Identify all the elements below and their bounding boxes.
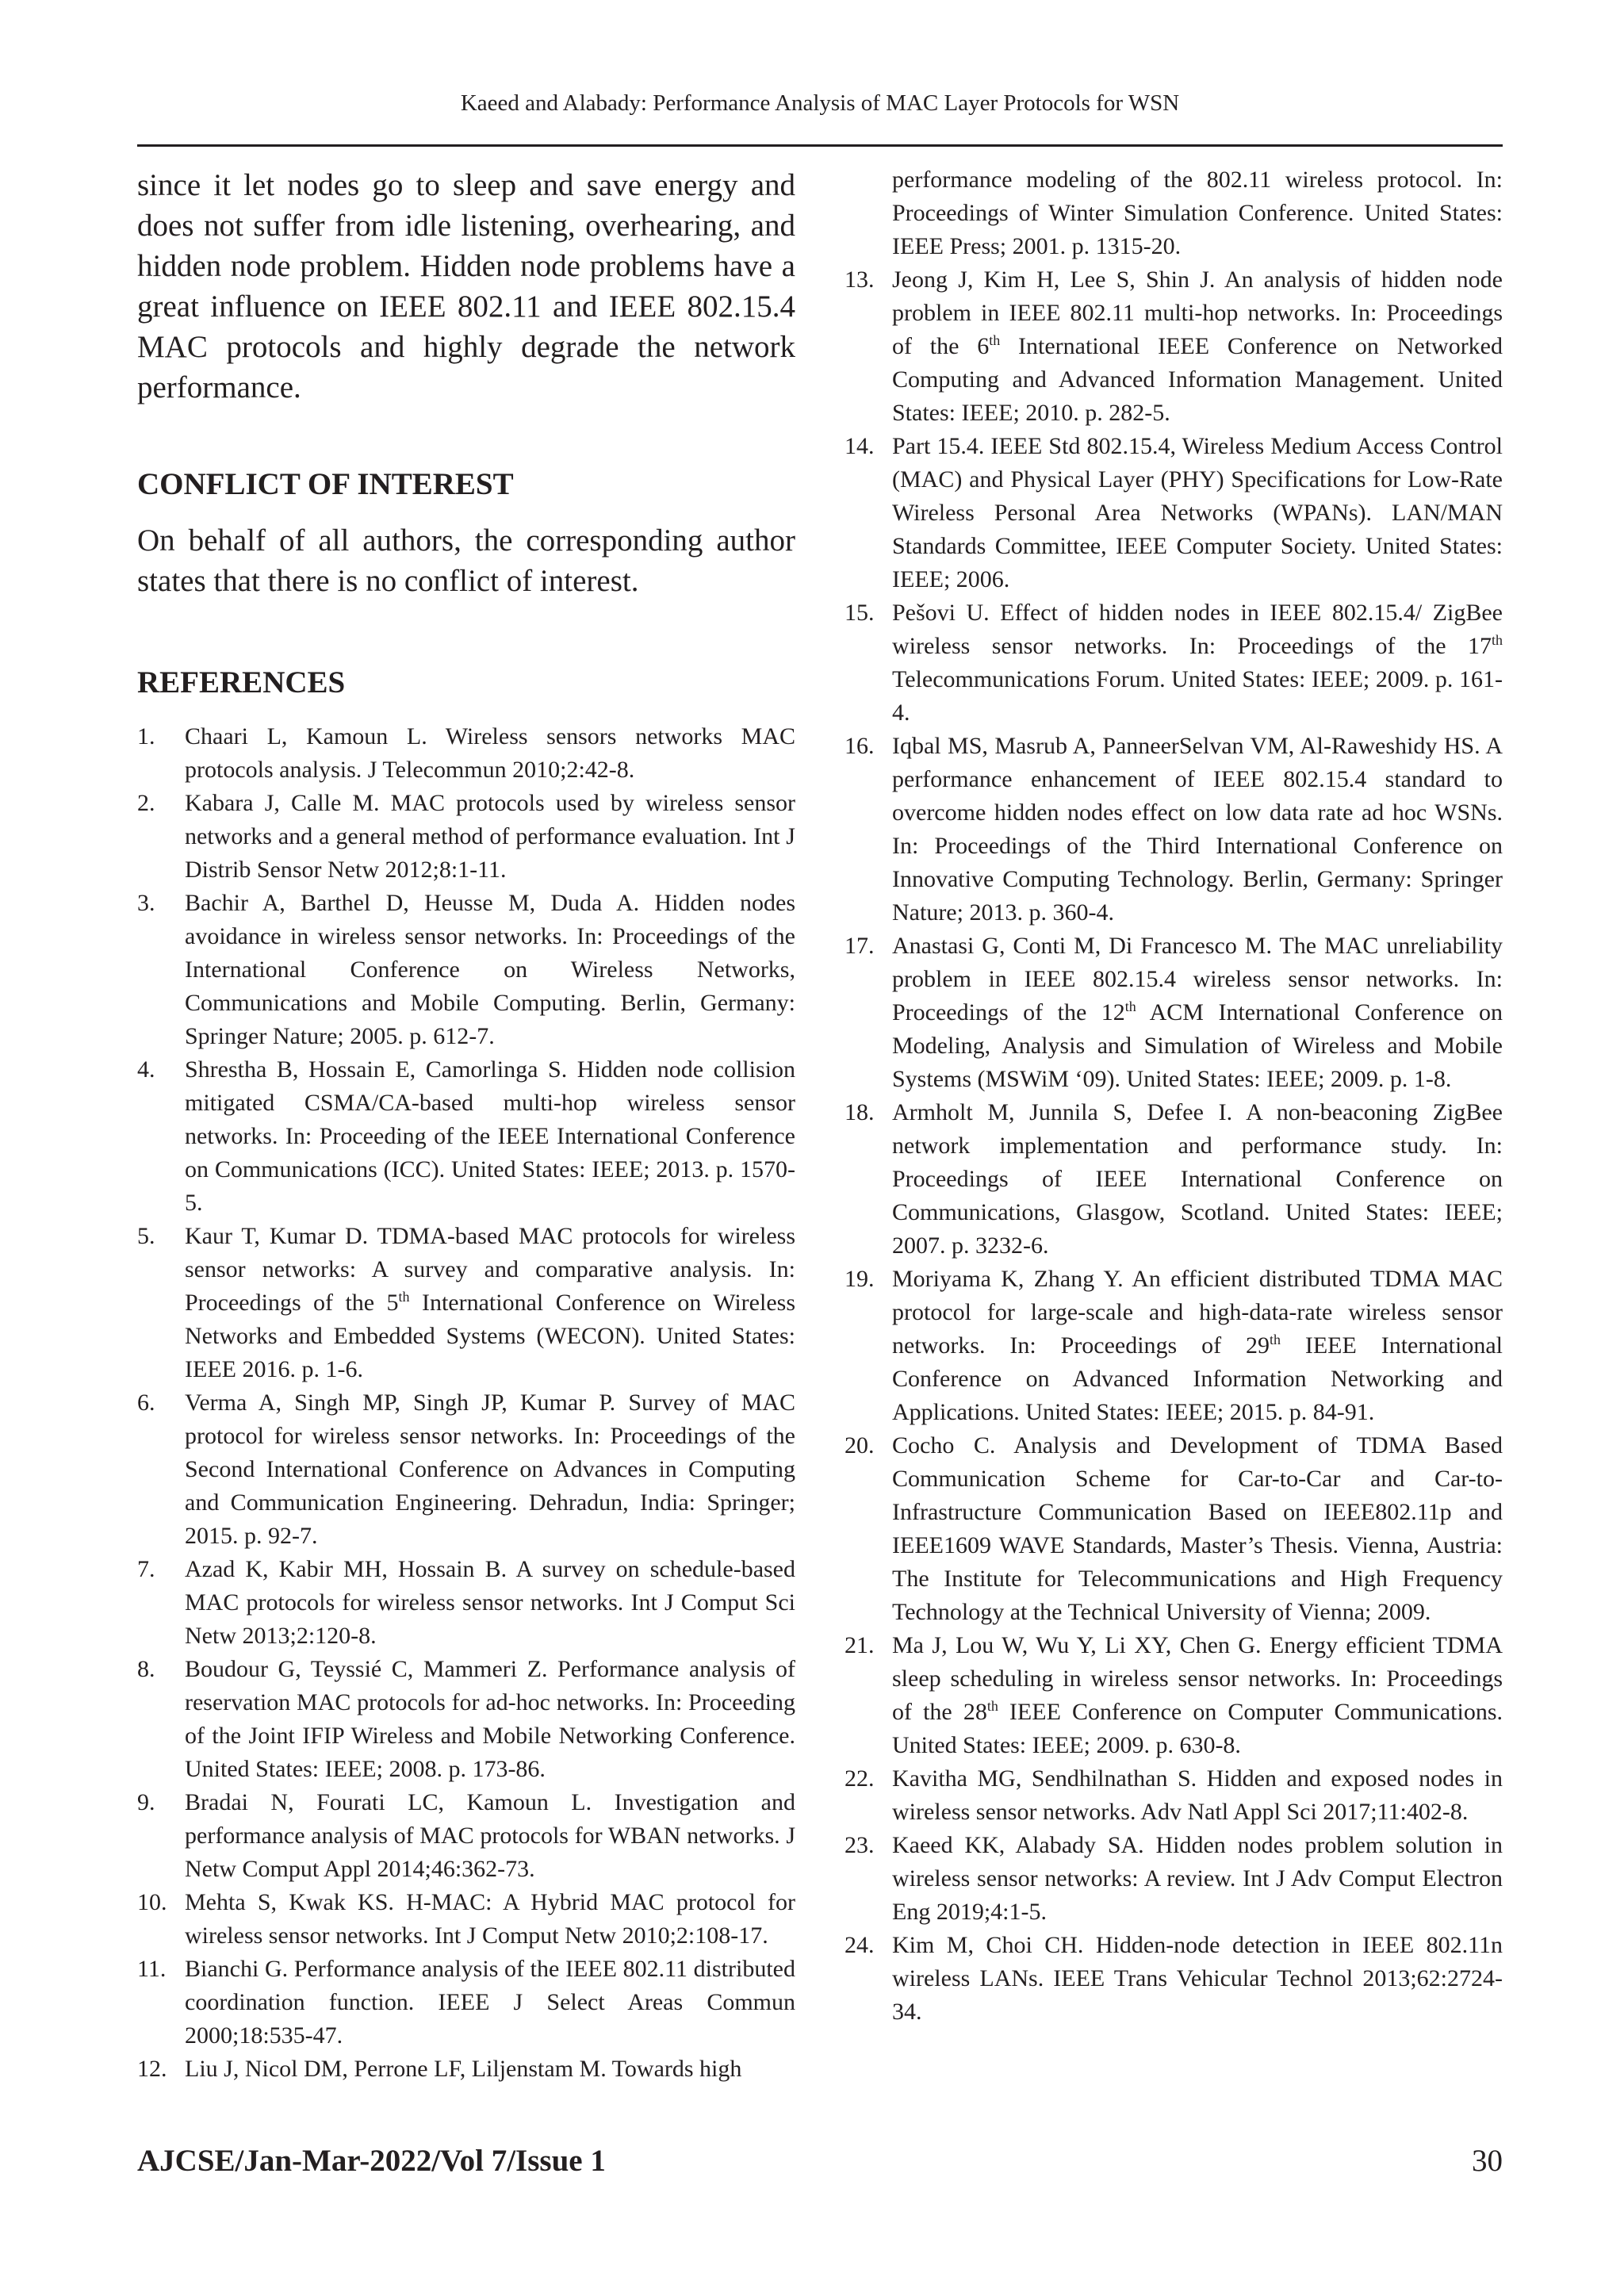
reference-text-body: Boudour G, Teyssié C, Mammeri Z. Performance analysis of reservation MAC protocols for ad-hoc networks. In: Proceeding of the Joint IFIP Wireless and Mobile Networking Conference. United States: IEEE; 2008. p. 173-86. (185, 1656, 795, 1782)
reference-number: 18. (845, 1099, 875, 1125)
reference-text-body: Cocho C. Analysis and Development of TDMA Based Communication Scheme for Car-to-Car and Car-to-Infrastructure Communication Based on IEEE802.11p and IEEE1609 WAVE Standards, Master’s Thesis. Vienna, Austria: The Institute for Telecommunications and High Frequency Technology at the Technical University of Vienna; 2009. (892, 1432, 1503, 1625)
reference-text-body: Liu J, Nicol DM, Perrone LF, Liljenstam M. Towards high (185, 2056, 742, 2082)
reference-text (185, 887, 795, 1053)
reference-text (892, 730, 1503, 930)
reference-text (185, 787, 795, 887)
reference-item (137, 1953, 795, 2053)
reference-number: 7. (137, 1556, 155, 1582)
reference-number: 12. (137, 2056, 167, 2082)
reference-number: 11. (137, 1956, 167, 1982)
reference-text (185, 2053, 795, 2086)
header-rule (137, 144, 1503, 147)
reference-text (892, 1263, 1503, 1429)
reference-number: 8. (137, 1656, 155, 1682)
reference-text-body: Kabara J, Calle M. MAC protocols used by wireless sensor networks and a general method of performance evaluation. Int J Distrib Sensor Netw 2012;8:1-11. (185, 790, 795, 883)
reference-item (845, 1762, 1503, 1829)
reference-number: 14. (845, 433, 875, 459)
intro-paragraph: since it let nodes go to sleep and save energy and does not suffer from idle listening, overhearing, and hidden node problem. Hidden node problems have a great influence on IEEE 802.11 and IEEE 802.15.4 MAC protocols and highly degrade the network performance. (137, 168, 795, 404)
conflict-of-interest-text: On behalf of all authors, the corresponding author states that there is no conflict of interest. (137, 523, 795, 598)
reference-text-body: Iqbal MS, Masrub A, PanneerSelvan VM, Al-Raweshidy HS. A performance enhancement of IEEE 802.15.4 standard to overcome hidden nodes effect on low data rate ad hoc WSNs. In: Proceedings of the Third International Conference on Innovative Computing Technology. Berlin, Germany: Springer Nature; 2013. p. 360-4. (892, 733, 1503, 926)
reference-number: 2. (137, 790, 155, 816)
reference-item (137, 787, 795, 887)
ordinal-superscript: th (1124, 999, 1136, 1014)
ordinal-superscript: th (986, 1698, 998, 1714)
reference-list-right (845, 263, 1503, 2029)
reference-text-body: Azad K, Kabir MH, Hossain B. A survey on schedule-based MAC protocols for wireless sensor networks. Int J Comput Sci Netw 2013;2:120-8. (185, 1556, 795, 1649)
reference-text-body: IEEE Conference on Computer Communications. United States: IEEE; 2009. p. 630-8. (892, 1699, 1503, 1758)
reference-text-body: Kim M, Choi CH. Hidden-node detection in IEEE 802.11n wireless LANs. IEEE Trans Vehicular Technol 2013;62:2724-34. (892, 1932, 1503, 2025)
reference-number: 22. (845, 1765, 875, 1792)
reference-12-continuation: performance modeling of the 802.11 wireless protocol. In: Proceedings of Winter Simulation Conference. United States: IEEE Press; 2001. p. 1315-20. (892, 167, 1503, 259)
reference-text-body: Jeong J, Kim H, Lee S, Shin J. An analysis of hidden node problem in IEEE 802.11 multi-hop networks. In: Proceedings of the 6 (892, 266, 1503, 359)
reference-text-body: IEEE International Conference on Advanced Information Networking and Applications. United States: IEEE; 2015. p. 84-91. (892, 1332, 1503, 1425)
reference-text-body: Anastasi G, Conti M, Di Francesco M. The MAC unreliability problem in IEEE 802.15.4 wireless sensor networks. In: Proceedings of the 12 (892, 933, 1503, 1025)
reference-text (892, 263, 1503, 430)
reference-text-body: Mehta S, Kwak KS. H-MAC: A Hybrid MAC protocol for wireless sensor networks. Int J Comput Netw 2010;2:108-17. (185, 1889, 795, 1949)
reference-text-body: Verma A, Singh MP, Singh JP, Kumar P. Survey of MAC protocol for wireless sensor networks. In: Proceedings of the Second International Conference on Advances in Computing and Communication Engineering. Dehradun, India: Springer; 2015. p. 92-7. (185, 1389, 795, 1549)
reference-item (137, 1653, 795, 1786)
reference-item (845, 1629, 1503, 1762)
reference-text-body: Bianchi G. Performance analysis of the IEEE 802.11 distributed coordination function. IEEE J Select Areas Commun 2000;18:535-47. (185, 1956, 795, 2049)
reference-number: 6. (137, 1389, 155, 1416)
reference-text-body: Armholt M, Junnila S, Defee I. A non-beaconing ZigBee network implementation and performance study. In: Proceedings of IEEE International Conference on Communications, Glasgow, Scotland. United States: IEEE; 2007. p. 3232-6. (892, 1099, 1503, 1259)
references-heading: REFERENCES (137, 665, 346, 700)
reference-text-body: Kavitha MG, Sendhilnathan S. Hidden and exposed nodes in wireless sensor networks. Adv Natl Appl Sci 2017;11:402-8. (892, 1765, 1503, 1825)
reference-text (185, 720, 795, 787)
reference-item (845, 730, 1503, 930)
reference-number: 1. (137, 723, 155, 749)
reference-text-body: Kaeed KK, Alabady SA. Hidden nodes problem solution in wireless sensor networks: A review. Int J Adv Comput Electron Eng 2019;4:1-5. (892, 1832, 1503, 1925)
right-column (845, 165, 1503, 2029)
reference-text (892, 1929, 1503, 2029)
reference-item (845, 430, 1503, 596)
reference-text (892, 1629, 1503, 1762)
reference-text (892, 1096, 1503, 1263)
reference-number: 17. (845, 933, 875, 959)
reference-text (185, 1953, 795, 2053)
reference-number: 9. (137, 1789, 155, 1815)
reference-item (845, 1929, 1503, 2029)
reference-number: 16. (845, 733, 875, 759)
reference-text-body: Ma J, Lou W, Wu Y, Li XY, Chen G. Energy efficient TDMA sleep scheduling in wireless sensor networks. In: Proceedings of the 28 (892, 1632, 1503, 1725)
left-column (137, 165, 795, 2086)
reference-item (137, 720, 795, 787)
reference-text (185, 1553, 795, 1653)
reference-text (892, 930, 1503, 1096)
ordinal-superscript: th (989, 332, 1001, 348)
reference-item (137, 1553, 795, 1653)
reference-text (185, 1786, 795, 1886)
reference-text (185, 1886, 795, 1953)
reference-text-body: Bradai N, Fourati LC, Kamoun L. Investigation and performance analysis of MAC protocols for WBAN networks. J Netw Comput Appl 2014;46:362-73. (185, 1789, 795, 1882)
reference-text (185, 1053, 795, 1220)
reference-list-left (137, 720, 795, 2086)
reference-text-body: Part 15.4. IEEE Std 802.15.4, Wireless Medium Access Control (MAC) and Physical Layer (PHY) Specifications for Low-Rate Wireless Personal Area Networks (WPANs). LAN/MAN Standards Committee, IEEE Computer Society. United States: IEEE; 2006. (892, 433, 1503, 592)
ordinal-superscript: th (1269, 1332, 1281, 1347)
reference-text (892, 1429, 1503, 1629)
reference-text-body: International Conference on Wireless Networks and Embedded Systems (WECON). United States: IEEE 2016. p. 1-6. (185, 1290, 795, 1382)
reference-item (845, 930, 1503, 1096)
reference-text (185, 1386, 795, 1553)
reference-item (845, 1096, 1503, 1263)
reference-item (137, 1053, 795, 1220)
reference-text (892, 1829, 1503, 1929)
reference-item (845, 263, 1503, 430)
reference-item (137, 887, 795, 1053)
reference-number: 4. (137, 1056, 155, 1083)
footer-journal-info: AJCSE/Jan-Mar-2022/Vol 7/Issue 1 (137, 2144, 606, 2178)
reference-item (137, 1786, 795, 1886)
reference-text (892, 430, 1503, 596)
reference-item (845, 596, 1503, 730)
reference-text-body: Moriyama K, Zhang Y. An efficient distributed TDMA MAC protocol for large-scale and high-data-rate wireless sensor networks. In: Proceedings of 29 (892, 1266, 1503, 1359)
reference-item (845, 1429, 1503, 1629)
ordinal-superscript: th (1491, 632, 1503, 648)
reference-number: 5. (137, 1223, 155, 1249)
reference-number: 19. (845, 1266, 875, 1292)
reference-text (892, 596, 1503, 730)
reference-number: 23. (845, 1832, 875, 1858)
reference-number: 13. (845, 266, 875, 293)
reference-item (137, 1886, 795, 1953)
reference-text-body: Shrestha B, Hossain E, Camorlinga S. Hidden node collision mitigated CSMA/CA-based multi-hop wireless sensor networks. In: Proceeding of the IEEE International Conference on Communications (ICC). United States: IEEE; 2013. p. 1570-5. (185, 1056, 795, 1216)
reference-text-body: Telecommunications Forum. United States: IEEE; 2009. p. 161-4. (892, 666, 1503, 726)
ordinal-superscript: th (398, 1289, 410, 1305)
reference-text-body: International IEEE Conference on Networked Computing and Advanced Information Management. United States: IEEE; 2010. p. 282-5. (892, 333, 1503, 426)
reference-item (845, 1829, 1503, 1929)
reference-number: 10. (137, 1889, 167, 1915)
reference-text-body: ACM International Conference on Modeling, Analysis and Simulation of Wireless and Mobile Systems (MSWiM ‘09). United States: IEEE; 2009. p. 1-8. (892, 999, 1503, 1092)
running-header: Kaeed and Alabady: Performance Analysis of MAC Layer Protocols for WSN (460, 90, 1180, 116)
reference-number: 3. (137, 890, 155, 916)
reference-item (137, 1386, 795, 1553)
reference-number: 21. (845, 1632, 875, 1658)
reference-number: 20. (845, 1432, 875, 1458)
reference-item (845, 1263, 1503, 1429)
reference-item (137, 1220, 795, 1386)
reference-number: 15. (845, 600, 875, 626)
reference-text (185, 1653, 795, 1786)
reference-item (137, 2053, 795, 2086)
reference-text-body: Kaur T, Kumar D. TDMA-based MAC protocols for wireless sensor networks: A survey and comparative analysis. In: Proceedings of the 5 (185, 1223, 795, 1316)
reference-text (892, 1762, 1503, 1829)
conflict-of-interest-heading: CONFLICT OF INTEREST (137, 467, 514, 501)
reference-text-body: Pešovi U. Effect of hidden nodes in IEEE 802.15.4/ ZigBee wireless sensor networks. In: Proceedings of the 17 (892, 600, 1503, 659)
reference-number: 24. (845, 1932, 875, 1958)
page-number: 30 (1472, 2144, 1503, 2178)
reference-text-body: Chaari L, Kamoun L. Wireless sensors networks MAC protocols analysis. J Telecommun 2010;2:42-8. (185, 723, 795, 783)
reference-text-body: Bachir A, Barthel D, Heusse M, Duda A. Hidden nodes avoidance in wireless sensor networks. In: Proceedings of the International Conference on Wireless Networks, Communications and Mobile Computing. Berlin, Germany: Springer Nature; 2005. p. 612-7. (185, 890, 795, 1049)
reference-text (185, 1220, 795, 1386)
